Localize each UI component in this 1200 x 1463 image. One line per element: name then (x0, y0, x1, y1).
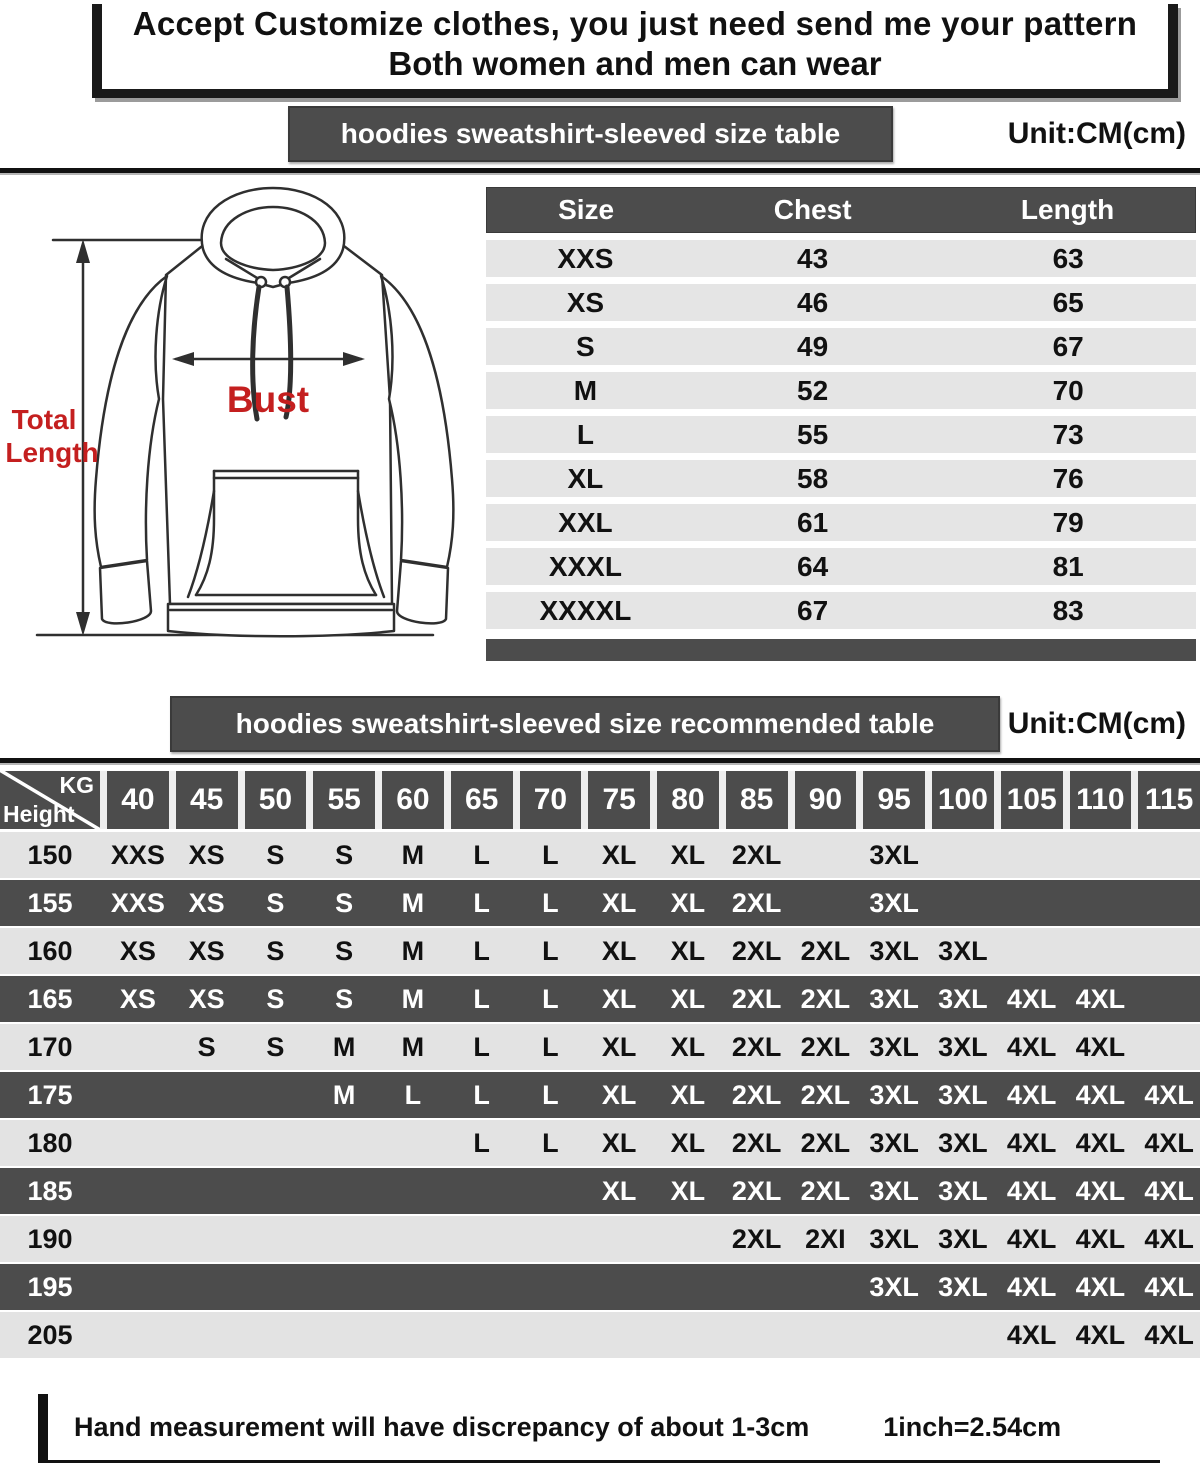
size-cell: XXS (557, 242, 614, 274)
rec-size-cell: M (401, 839, 425, 870)
column-header-chest: Chest (773, 194, 852, 225)
rec-size-cell: XS (188, 839, 225, 870)
rec-table-body (0, 832, 1200, 1360)
rec-size-cell: 3XL (869, 1127, 919, 1158)
height-cell: 195 (27, 1271, 73, 1302)
rec-table-row (0, 1216, 1200, 1264)
rec-size-cell: 2XL (800, 1031, 851, 1062)
rec-table-row (0, 1024, 1200, 1072)
bust-label: Bust (226, 379, 310, 420)
size-cell: XL (567, 462, 604, 494)
total-length-label-line2: Length (5, 437, 99, 468)
column-header-length: Length (1020, 194, 1115, 225)
rec-size-cell: 3XL (938, 1271, 988, 1302)
size-cell: L (576, 418, 594, 450)
header-note-box (92, 4, 1178, 98)
rec-size-cell: XL (601, 935, 637, 966)
rec-size-cell: 2XI (805, 1223, 846, 1254)
rec-size-cell: 4XL (1144, 1319, 1194, 1350)
rec-size-cell: L (542, 839, 559, 870)
rec-size-cell: 2XL (731, 1127, 782, 1158)
rec-size-cell: 4XL (1075, 1175, 1126, 1206)
height-cell: 155 (27, 887, 73, 918)
rec-table-row (0, 928, 1200, 976)
size-table (486, 179, 1196, 684)
rec-size-cell: L (473, 983, 490, 1014)
size-table-row (486, 284, 1196, 321)
rec-size-cell: 4XL (1006, 1175, 1057, 1206)
rec-size-cell: S (266, 1031, 285, 1062)
size-table-row (486, 416, 1196, 453)
weight-header-cell: 100 (932, 771, 994, 829)
rec-size-cell: XL (601, 1127, 637, 1158)
rec-size-cell: 3XL (938, 1079, 988, 1110)
chest-cell: 43 (797, 242, 829, 274)
rec-size-cell: 4XL (1144, 1127, 1194, 1158)
weight-header-cell: 50 (245, 771, 307, 829)
hoodie-left-sleeve (95, 276, 167, 567)
size-table-row (486, 328, 1196, 365)
size-table-row (486, 372, 1196, 409)
rec-size-cell: L (473, 1031, 490, 1062)
rec-size-cell: 2XL (731, 935, 782, 966)
rec-size-cell: XS (119, 983, 156, 1014)
length-cell: 76 (1052, 462, 1084, 494)
rec-size-cell: XL (670, 1079, 706, 1110)
rec-size-cell: L (473, 839, 490, 870)
hoodie-measure-diagram (0, 179, 486, 684)
height-cell: 165 (27, 983, 73, 1014)
rec-size-cell: XL (670, 839, 706, 870)
chest-cell: 61 (797, 506, 829, 538)
size-cell: XXXL (548, 550, 622, 582)
rec-size-cell: 4XL (1075, 1271, 1126, 1302)
rec-size-cell: L (542, 1031, 559, 1062)
weight-header-cell: 55 (313, 771, 375, 829)
rec-size-cell: 4XL (1144, 1271, 1194, 1302)
rec-size-cell: 4XL (1006, 1319, 1057, 1350)
height-cell: 175 (27, 1079, 73, 1110)
divider-line (0, 168, 1200, 175)
rec-size-cell: 4XL (1006, 1079, 1057, 1110)
rec-size-cell: 2XL (731, 839, 782, 870)
rec-size-cell: 3XL (869, 1031, 919, 1062)
chest-cell: 52 (797, 374, 829, 406)
size-table-unit: Unit:CM(cm) (1007, 117, 1186, 150)
column-header-size: Size (558, 194, 615, 225)
rec-table-corner-cell (0, 771, 100, 829)
chest-cell: 58 (797, 462, 829, 494)
rec-size-cell: 4XL (1006, 1031, 1057, 1062)
rec-table-header (0, 771, 1200, 829)
rec-size-cell: 3XL (869, 1079, 919, 1110)
rec-table-row (0, 1264, 1200, 1312)
rec-size-cell: S (335, 887, 354, 918)
size-table-footer-bar (486, 639, 1196, 661)
rec-size-cell: 4XL (1006, 983, 1057, 1014)
rec-size-cell: L (542, 1127, 559, 1158)
rec-size-cell: 3XL (938, 935, 988, 966)
rec-size-cell: XL (601, 983, 637, 1014)
rec-size-cell: L (473, 887, 490, 918)
rec-size-cell: 2XL (800, 1127, 851, 1158)
hood-opening (221, 207, 325, 270)
rec-size-cell: 2XL (731, 887, 782, 918)
rec-size-cell: XS (119, 935, 156, 966)
rec-size-cell: XL (670, 887, 706, 918)
rec-size-cell: XL (670, 1127, 706, 1158)
rec-size-cell: S (266, 839, 285, 870)
weight-header-cell: 85 (726, 771, 788, 829)
rec-size-cell: XS (188, 887, 225, 918)
rec-size-cell: XL (601, 1175, 637, 1206)
rec-size-cell: XL (670, 1175, 706, 1206)
divider-line (0, 758, 1200, 765)
rec-table-row (0, 976, 1200, 1024)
rec-size-cell: L (404, 1079, 422, 1110)
rec-size-cell: 4XL (1144, 1223, 1194, 1254)
header-line2: Both women and men can wear (388, 45, 882, 82)
rec-size-cell: S (266, 935, 285, 966)
length-cell: 83 (1052, 594, 1084, 626)
rec-size-cell: 2XL (800, 1175, 851, 1206)
rec-size-cell: L (542, 887, 559, 918)
rec-size-cell: 3XL (869, 983, 919, 1014)
weight-header-cell: 115 (1138, 771, 1200, 829)
weight-header-cell: 45 (176, 771, 238, 829)
size-table-row (486, 240, 1196, 277)
footer-note-box (38, 1394, 1160, 1463)
rec-size-cell: 3XL (869, 1175, 919, 1206)
length-cell: 73 (1052, 418, 1084, 450)
rec-table-title: hoodies sweatshirt-sleeved size recommended table (170, 696, 1000, 752)
rec-size-cell: XXS (110, 887, 165, 918)
rec-size-cell: S (197, 1031, 216, 1062)
height-cell: 150 (27, 839, 73, 870)
rec-size-cell: XXS (110, 839, 165, 870)
weight-header-cell: 40 (107, 771, 169, 829)
arrow-head-down-icon (76, 612, 90, 636)
rec-size-cell: XL (670, 983, 706, 1014)
size-table-row (486, 504, 1196, 541)
rec-size-cell: 2XL (731, 1175, 782, 1206)
rec-size-cell: 2XL (731, 1031, 782, 1062)
rec-size-cell: 3XL (869, 935, 919, 966)
rec-size-cell: XL (601, 1031, 637, 1062)
rec-size-cell: 4XL (1075, 983, 1126, 1014)
rec-size-cell: 4XL (1006, 1223, 1057, 1254)
rec-table-row (0, 880, 1200, 928)
rec-size-cell: 4XL (1075, 1031, 1126, 1062)
rec-size-cell: S (335, 935, 354, 966)
rec-size-cell: 4XL (1144, 1175, 1194, 1206)
length-cell: 70 (1052, 374, 1084, 406)
size-cell: M (573, 374, 598, 406)
chest-cell: 49 (797, 330, 829, 362)
rec-size-cell: 4XL (1075, 1319, 1126, 1350)
rec-size-cell: M (401, 935, 425, 966)
chest-cell: 64 (797, 550, 829, 582)
size-table-title-row (0, 106, 1200, 162)
size-table-row (486, 592, 1196, 629)
rec-size-cell: L (542, 935, 559, 966)
size-cell: XXL (558, 506, 613, 538)
weight-header-cell: 90 (795, 771, 857, 829)
rec-size-cell: S (266, 983, 285, 1014)
rec-size-cell: 2XL (800, 935, 851, 966)
size-table-title: hoodies sweatshirt-sleeved size table (288, 106, 893, 162)
corner-height-label: Height (3, 801, 75, 827)
size-cell: XXXXL (539, 594, 632, 626)
weight-header-cell: 110 (1070, 771, 1132, 829)
hoodie-left-cuff (100, 561, 151, 623)
size-cell: S (576, 330, 595, 362)
weight-header-cell: 105 (1001, 771, 1063, 829)
rec-size-cell: 3XL (938, 1031, 988, 1062)
rec-size-cell: XL (670, 1031, 706, 1062)
weight-header-cell: 75 (588, 771, 650, 829)
rec-size-cell: XS (188, 935, 225, 966)
weight-header-cell: 70 (520, 771, 582, 829)
total-length-label-line1: Total (11, 404, 77, 435)
rec-size-cell: S (335, 839, 354, 870)
rec-size-cell: 4XL (1006, 1271, 1057, 1302)
rec-size-cell: 4XL (1075, 1223, 1126, 1254)
weight-header-cell: 65 (451, 771, 513, 829)
rec-size-cell: 3XL (938, 983, 988, 1014)
rec-size-cell: M (332, 1031, 356, 1062)
rec-size-cell: L (473, 1079, 490, 1110)
rec-size-cell: 3XL (869, 839, 919, 870)
header-line1: Accept Customize clothes, you just need send me your pattern (132, 5, 1138, 42)
length-cell: 79 (1052, 506, 1084, 538)
size-table-header (486, 187, 1196, 233)
rec-size-cell: XL (601, 887, 637, 918)
rec-size-cell: 3XL (869, 1271, 919, 1302)
rec-size-cell: L (473, 1127, 490, 1158)
rec-size-cell: 4XL (1144, 1079, 1194, 1110)
chest-cell: 67 (797, 594, 829, 626)
rec-size-cell: L (542, 1079, 559, 1110)
height-cell: 170 (27, 1031, 73, 1062)
height-cell: 185 (27, 1175, 73, 1206)
height-cell: 160 (27, 935, 73, 966)
rec-size-cell: 2XL (731, 983, 782, 1014)
rec-size-cell: XL (601, 839, 637, 870)
rec-table-row (0, 1120, 1200, 1168)
length-cell: 65 (1052, 286, 1084, 318)
rec-size-cell: L (473, 935, 490, 966)
weight-header-cell: 60 (382, 771, 444, 829)
rec-size-cell: 3XL (869, 1223, 919, 1254)
height-cell: 190 (27, 1223, 73, 1254)
size-cell: XS (566, 286, 605, 318)
rec-size-cell: 3XL (938, 1223, 988, 1254)
rec-size-cell: 2XL (800, 983, 851, 1014)
weight-header-cell: 95 (863, 771, 925, 829)
rec-table-row (0, 1312, 1200, 1360)
size-table-row (486, 548, 1196, 585)
chest-cell: 46 (797, 286, 829, 318)
rec-table (0, 771, 1200, 1360)
height-cell: 205 (27, 1319, 73, 1350)
rec-size-cell: XL (670, 935, 706, 966)
rec-size-cell: S (335, 983, 354, 1014)
rec-size-cell: L (542, 983, 559, 1014)
size-table-body (486, 240, 1196, 629)
rec-size-cell: M (401, 983, 425, 1014)
rec-table-row (0, 832, 1200, 880)
weight-header-cell: 80 (657, 771, 719, 829)
rec-size-cell: 2XL (800, 1079, 851, 1110)
rec-size-cell: 4XL (1075, 1079, 1126, 1110)
length-cell: 67 (1052, 330, 1084, 362)
length-cell: 63 (1052, 242, 1084, 274)
size-table-row (486, 460, 1196, 497)
rec-size-cell: 4XL (1006, 1127, 1057, 1158)
rec-table-row (0, 1168, 1200, 1216)
inch-conversion: 1inch=2.54cm (883, 1411, 1062, 1442)
rec-size-cell: 3XL (938, 1175, 988, 1206)
rec-size-cell: XS (188, 983, 225, 1014)
rec-size-cell: 2XL (731, 1079, 782, 1110)
measure-content-row (0, 179, 1200, 684)
rec-size-cell: XL (601, 1079, 637, 1110)
height-cell: 180 (27, 1127, 73, 1158)
rec-size-cell: 4XL (1075, 1127, 1126, 1158)
hoodie-body (163, 243, 392, 604)
rec-size-cell: M (401, 1031, 425, 1062)
hoodie-line-art (0, 179, 486, 684)
rec-table-title-row (0, 696, 1200, 752)
rec-table-unit: Unit:CM(cm) (1007, 707, 1186, 740)
rec-size-cell: M (332, 1079, 356, 1110)
rec-size-cell: S (266, 887, 285, 918)
length-cell: 81 (1052, 550, 1084, 582)
rec-size-cell: 2XL (731, 1223, 782, 1254)
hoodie-right-cuff (397, 561, 448, 623)
chest-cell: 55 (797, 418, 829, 450)
rec-table-row (0, 1072, 1200, 1120)
corner-kg-label: KG (59, 772, 94, 798)
rec-size-cell: 3XL (938, 1127, 988, 1158)
measurement-note: Hand measurement will have discrepancy of about 1-3cm (74, 1411, 810, 1442)
arrow-head-up-icon (76, 239, 90, 263)
rec-size-cell: 3XL (869, 887, 919, 918)
rec-size-cell: M (401, 887, 425, 918)
